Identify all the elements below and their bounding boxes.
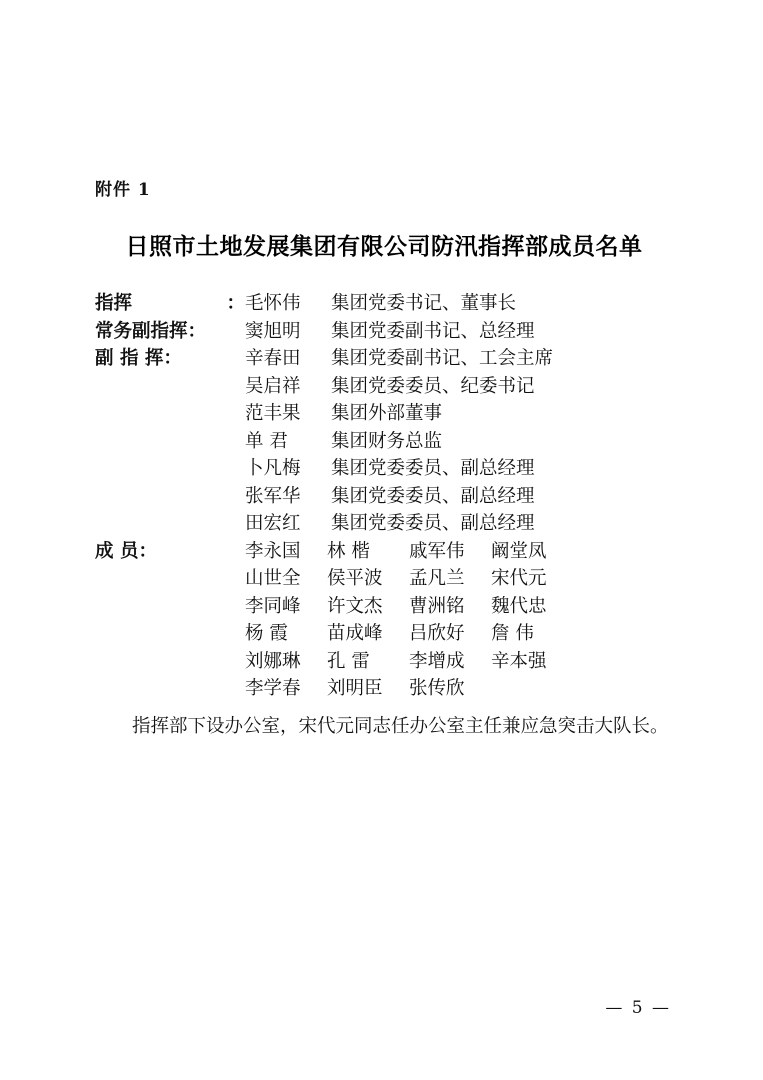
member-name: 林 楷 <box>327 540 370 562</box>
person-name: 单 君 <box>245 430 288 452</box>
person-name: 张军华 <box>245 485 301 507</box>
roster-row <box>95 515 673 534</box>
role-label: 常务副指挥： <box>95 320 207 342</box>
roster-row <box>95 375 673 397</box>
member-name: 吕欣好 <box>409 623 465 644</box>
member-name: 刘娜琳 <box>245 650 301 672</box>
roster-row <box>95 320 673 342</box>
members-row <box>95 570 673 589</box>
members-row <box>95 625 673 644</box>
person-title: 集团党委委员、副总经理 <box>331 485 535 507</box>
role-colon: ： <box>226 293 245 314</box>
person-name: 毛怀伟 <box>245 293 301 314</box>
members-row <box>95 680 673 699</box>
member-name: 刘明臣 <box>327 678 383 699</box>
member-name: 辛本强 <box>491 650 547 672</box>
member-name: 山世全 <box>245 568 301 589</box>
roster-row <box>95 460 673 479</box>
member-name: 李同峰 <box>245 595 301 617</box>
member-name: 张传欣 <box>409 678 465 699</box>
person-title: 集团外部董事 <box>331 403 443 424</box>
person-title: 集团党委委员、副总经理 <box>331 458 535 479</box>
role-label <box>95 295 245 314</box>
person-name: 窦旭明 <box>245 320 301 342</box>
person-name: 吴启祥 <box>245 375 301 397</box>
member-name: 侯平波 <box>327 568 383 589</box>
roster-row <box>95 485 673 507</box>
member-name: 李增成 <box>409 650 465 672</box>
page-title: 日照市土地发展集团有限公司防汛指挥部成员名单 <box>125 233 643 260</box>
person-title: 集团党委副书记、总经理 <box>331 320 535 342</box>
person-title: 集团党委副书记、工会主席 <box>331 348 554 369</box>
person-title: 集团党委委员、副总经理 <box>331 513 535 534</box>
members-label: 成 员： <box>95 540 157 562</box>
roster-list <box>95 295 673 699</box>
member-name: 杨 霞 <box>245 623 288 644</box>
member-name: 李永国 <box>245 540 301 562</box>
closing-paragraph: 指挥部下设办公室，宋代元同志任办公室主任兼应急突击大队长。 <box>132 715 669 737</box>
member-name: 曹洲铭 <box>409 595 465 617</box>
page-number: — 5 — <box>605 998 671 1018</box>
member-name: 许文杰 <box>327 595 383 617</box>
person-name: 田宏红 <box>245 513 301 534</box>
person-name: 辛春田 <box>245 348 301 369</box>
person-title: 集团党委书记、董事长 <box>331 293 517 314</box>
roster-row <box>95 430 673 452</box>
roster-row <box>95 350 673 369</box>
member-name: 孔 雷 <box>327 650 370 672</box>
person-title: 集团财务总监 <box>331 430 443 452</box>
member-name: 宋代元 <box>491 568 547 589</box>
member-name: 李学春 <box>245 678 301 699</box>
members-row <box>95 595 673 617</box>
member-name: 魏代忠 <box>491 595 547 617</box>
members-row <box>95 650 673 672</box>
member-name: 阚堂凤 <box>491 540 547 562</box>
person-name: 范丰果 <box>245 403 301 424</box>
person-name: 卜凡梅 <box>245 458 301 479</box>
attachment-label: 附件 1 <box>95 180 151 200</box>
members-row <box>95 540 673 562</box>
roster-row <box>95 405 673 424</box>
role-label-text: 指挥 <box>95 293 133 314</box>
person-title: 集团党委委员、纪委书记 <box>331 375 535 397</box>
member-name: 詹 伟 <box>491 623 534 644</box>
roster-row <box>95 295 673 314</box>
member-name: 苗成峰 <box>327 623 383 644</box>
member-name: 孟凡兰 <box>409 568 465 589</box>
role-label: 副 指 挥： <box>95 348 182 369</box>
member-name: 戚军伟 <box>409 540 465 562</box>
